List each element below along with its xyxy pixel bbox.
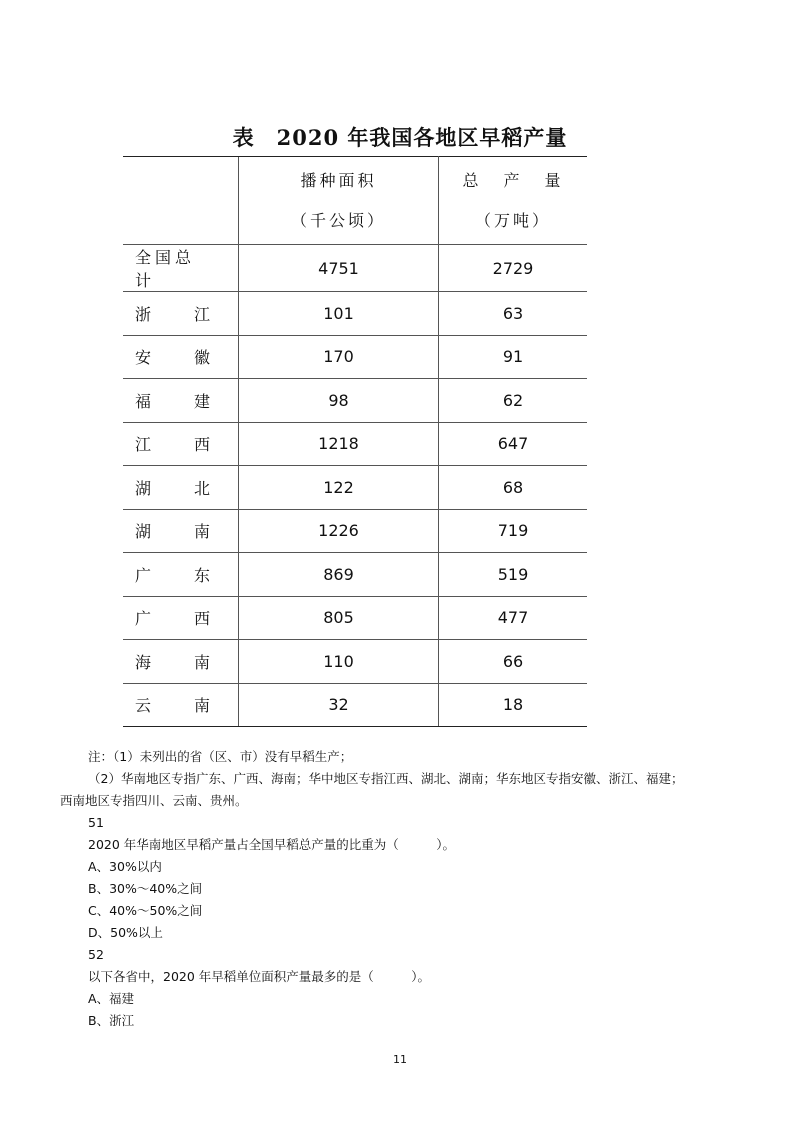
region-name-cell [123,292,239,336]
region-name: 福 建 [135,391,210,411]
note-2-continued: 西南地区专指四川、云南、贵州。 [60,793,248,808]
output-cell: 477 [439,596,588,640]
output-cell: 66 [439,640,588,684]
region-name-cell [123,683,239,727]
region-name: 湖 南 [135,522,210,542]
area-cell: 4751 [239,245,439,292]
region-name: 江 西 [135,435,210,455]
region-name-cell [123,640,239,684]
table-row-total [123,245,587,292]
region-name-cell [123,466,239,510]
header-area-unit: （千公顷） [290,210,386,230]
region-name: 广 东 [135,565,210,585]
table-row [123,640,587,684]
table-header-row [123,157,587,245]
table-row [123,379,587,423]
region-name: 全国总计 [135,248,196,290]
region-name-cell [123,245,239,292]
page-number: 11 [393,1053,407,1066]
area-cell: 110 [239,640,439,684]
area-cell: 869 [239,553,439,597]
option-a[interactable]: A、福建 [88,991,135,1006]
table-row [123,509,587,553]
region-name: 湖 北 [135,478,210,498]
header-area-label: 播种面积 [300,170,377,190]
table-row [123,553,587,597]
option-c[interactable]: C、40%～50%之间 [88,903,203,918]
question-stem: 2020 年华南地区早稻产量占全国早稻总产量的比重为（ ）。 [88,837,456,852]
option-a[interactable]: A、30%以内 [88,859,162,874]
region-name: 安 徽 [135,348,210,368]
header-output-unit: （万吨） [474,210,551,230]
option-b[interactable]: B、浙江 [88,1013,135,1028]
header-output-char-3: 量 [544,170,564,190]
output-cell: 719 [439,509,588,553]
area-cell: 101 [239,292,439,336]
output-cell: 63 [439,292,588,336]
table-title: 表 2020 年我国各地区早稻产量 [232,125,568,150]
table-row [123,683,587,727]
header-output-char-1: 总 [462,170,482,190]
region-name: 广 西 [135,609,210,629]
region-name: 云 南 [135,696,210,716]
header-output-cell [439,157,588,245]
note-2: （2）华南地区专指广东、广西、海南；华中地区专指江西、湖北、湖南；华东地区专指安徽、浙江、福建； [88,771,684,786]
header-area-cell [239,157,439,245]
notes-and-questions [60,746,768,1032]
region-name-cell [123,335,239,379]
table-row [123,335,587,379]
option-b[interactable]: B、30%～40%之间 [88,881,203,896]
region-name: 浙 江 [135,304,210,324]
output-cell: 91 [439,335,588,379]
output-cell: 519 [439,553,588,597]
area-cell: 805 [239,596,439,640]
output-cell: 2729 [439,245,588,292]
area-cell: 1226 [239,509,439,553]
table-row [123,422,587,466]
region-name-cell [123,379,239,423]
note-1: 注：（1）未列出的省（区、市）没有早稻生产； [88,749,353,764]
option-d[interactable]: D、50%以上 [88,925,163,940]
area-cell: 170 [239,335,439,379]
area-cell: 1218 [239,422,439,466]
table-row [123,466,587,510]
question-number: 52 [88,947,104,962]
region-name: 海 南 [135,652,210,672]
output-cell: 647 [439,422,588,466]
output-cell: 68 [439,466,588,510]
region-name-cell [123,553,239,597]
table-row [123,292,587,336]
area-cell: 32 [239,683,439,727]
table-row [123,596,587,640]
region-name-cell [123,509,239,553]
area-cell: 122 [239,466,439,510]
question-stem: 以下各省中，2020 年早稻单位面积产量最多的是（ ）。 [88,969,431,984]
area-cell: 98 [239,379,439,423]
header-output-char-2: 产 [503,170,523,190]
header-output-label [439,161,587,201]
rice-output-table [123,156,587,727]
output-cell: 62 [439,379,588,423]
question-number: 51 [88,815,104,830]
output-cell: 18 [439,683,588,727]
header-empty-cell [123,157,239,245]
region-name-cell [123,596,239,640]
region-name-cell [123,422,239,466]
